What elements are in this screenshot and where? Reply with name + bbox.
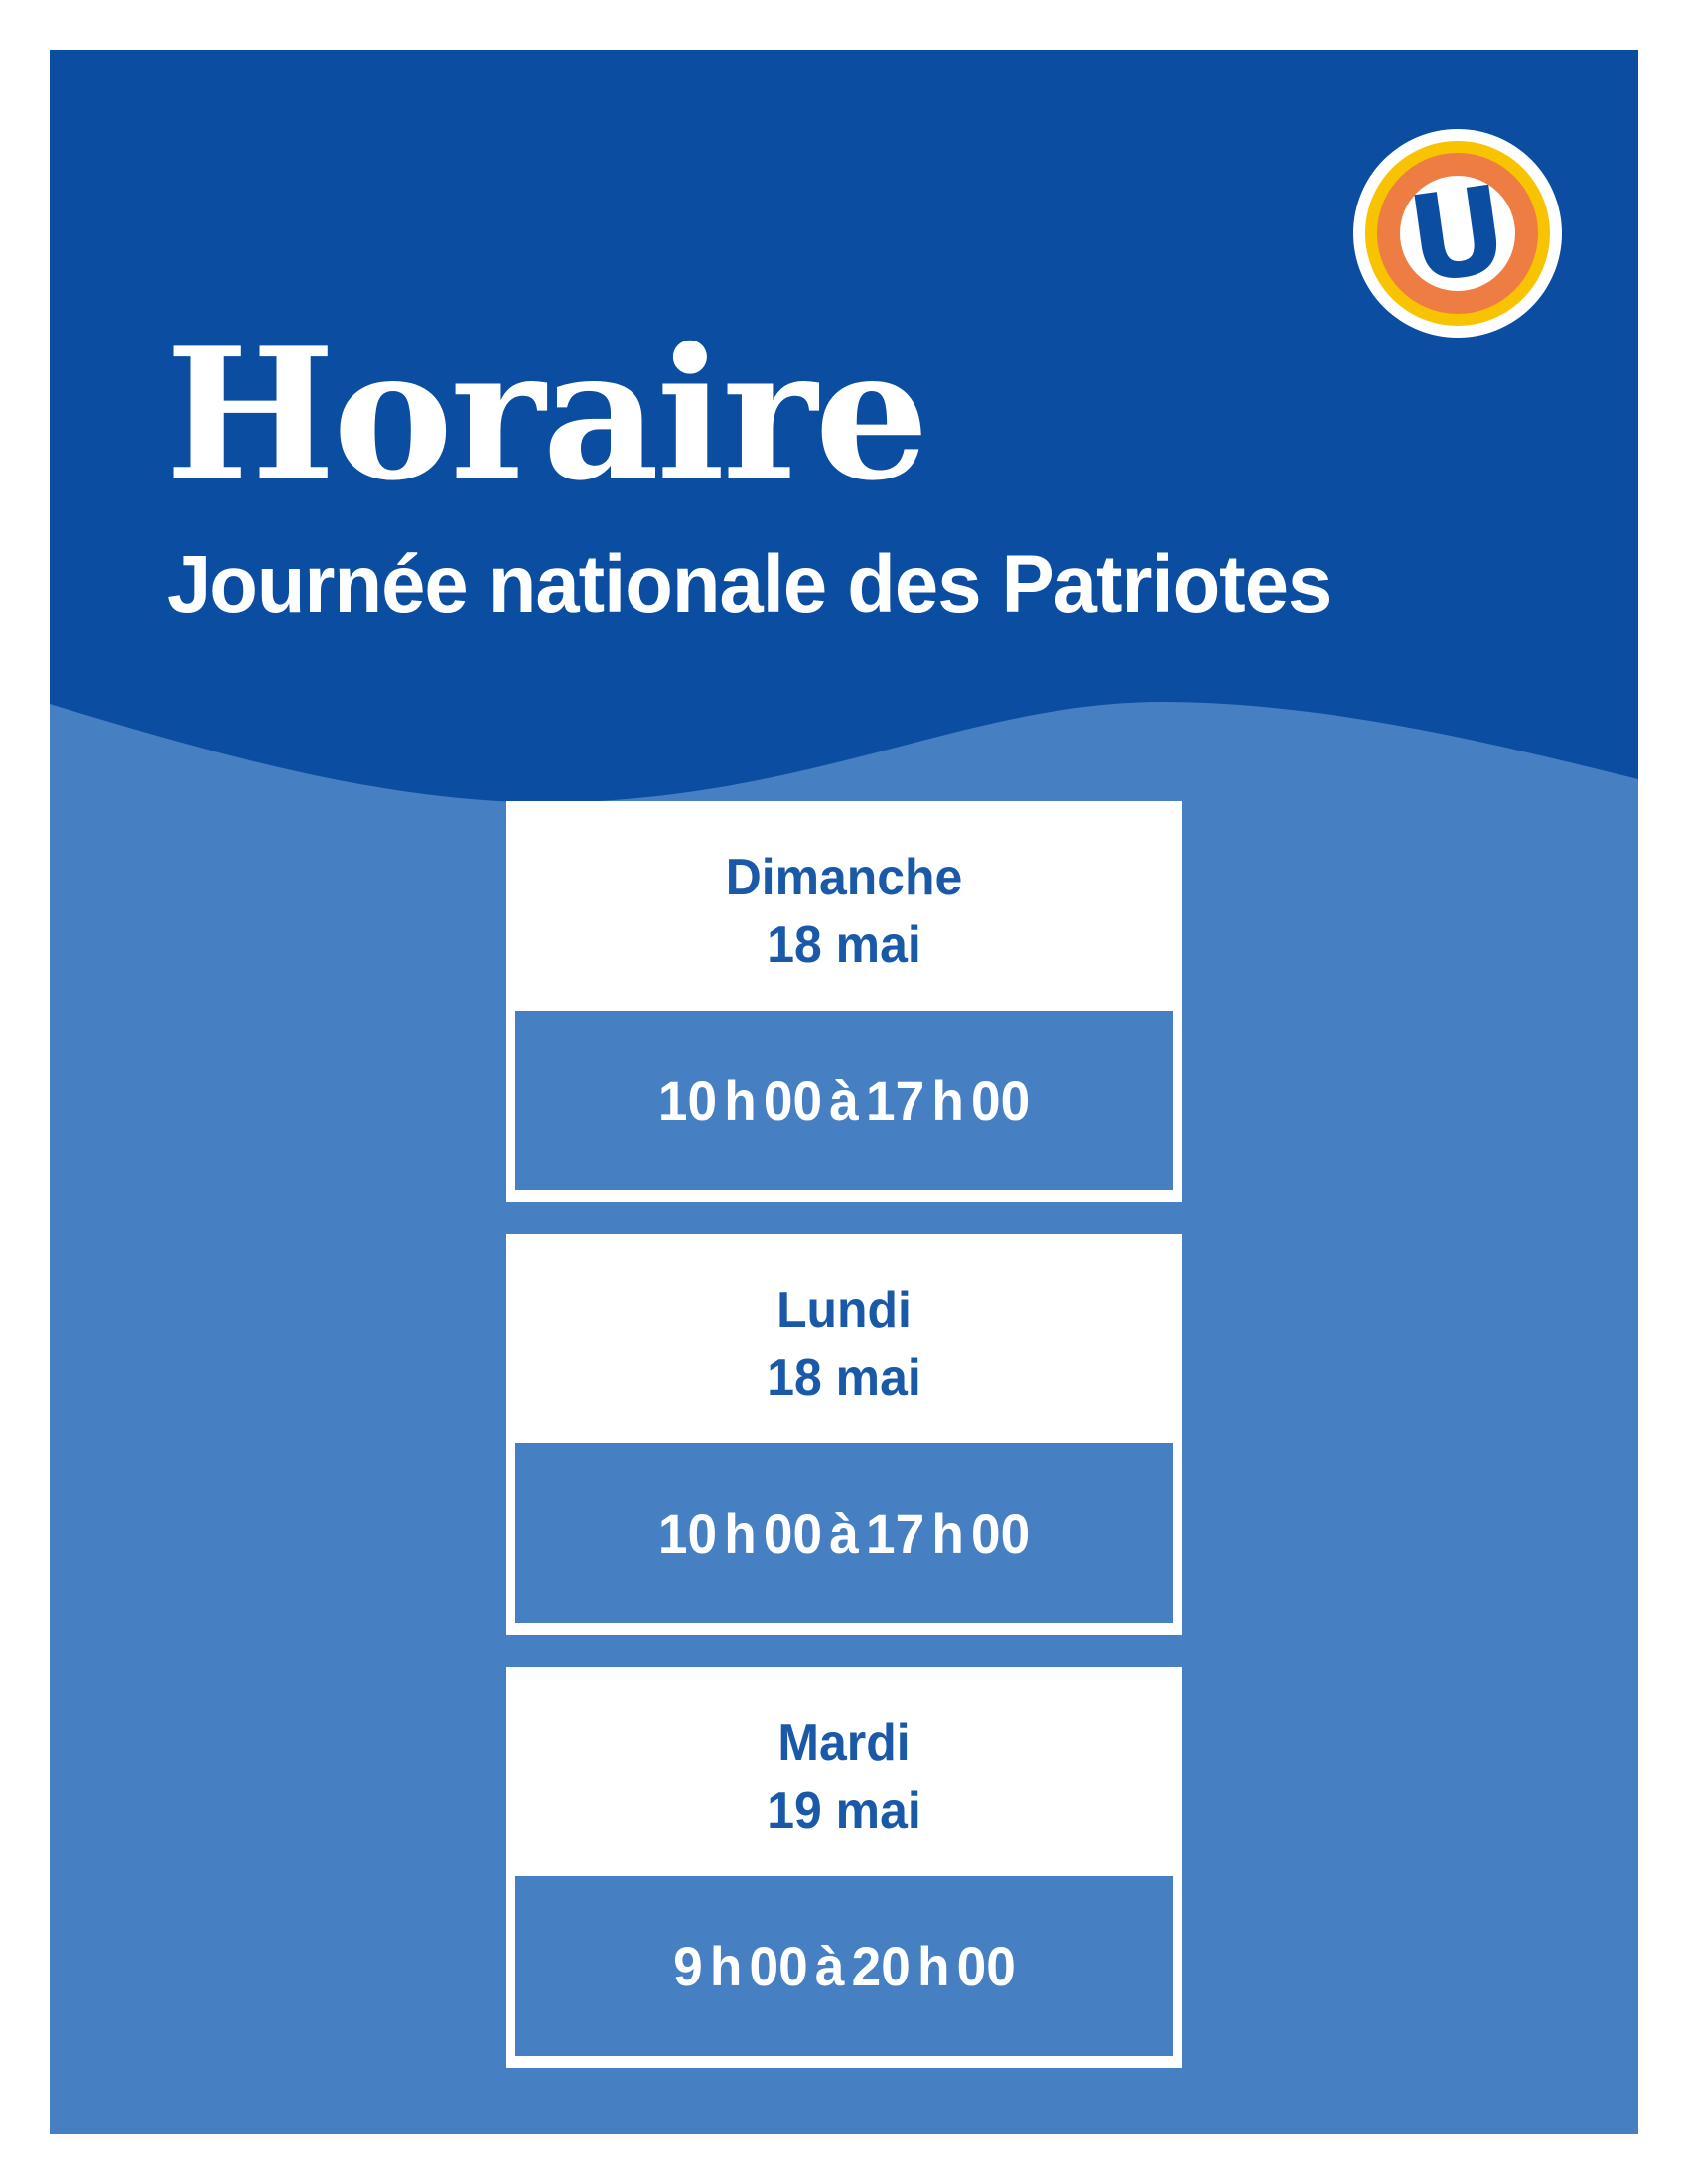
hours-label: 10 h 00 à 17 h 00: [657, 1068, 1031, 1132]
day-label: Lundi: [776, 1281, 912, 1339]
day-header: [529, 1234, 1159, 1443]
hours-band: [515, 1011, 1173, 1190]
day-header: [529, 1667, 1159, 1876]
logo-u-letter: U: [1400, 160, 1516, 312]
hours-label: 10 h 00 à 17 h 00: [657, 1501, 1031, 1565]
date-label: 19 mai: [767, 1781, 921, 1840]
schedule-card-mardi: [506, 1667, 1182, 2068]
day-header: [529, 801, 1159, 1011]
hours-label: 9 h 00 à 20 h 00: [672, 1934, 1016, 1997]
hours-band: [515, 1876, 1173, 2056]
date-label: 18 mai: [767, 1348, 921, 1407]
poster-content-area: [50, 50, 1638, 2134]
date-label: 18 mai: [767, 915, 921, 974]
day-label: Mardi: [777, 1713, 911, 1772]
page-title: Horaire: [165, 308, 926, 520]
page-subtitle: Journée nationale des Patriotes: [167, 539, 1332, 629]
schedule-card-lundi: [506, 1234, 1182, 1635]
day-label: Dimanche: [725, 848, 963, 906]
brand-logo: [1353, 129, 1562, 338]
schedule-card-dimanche: [506, 801, 1182, 1202]
hours-band: [515, 1443, 1173, 1623]
